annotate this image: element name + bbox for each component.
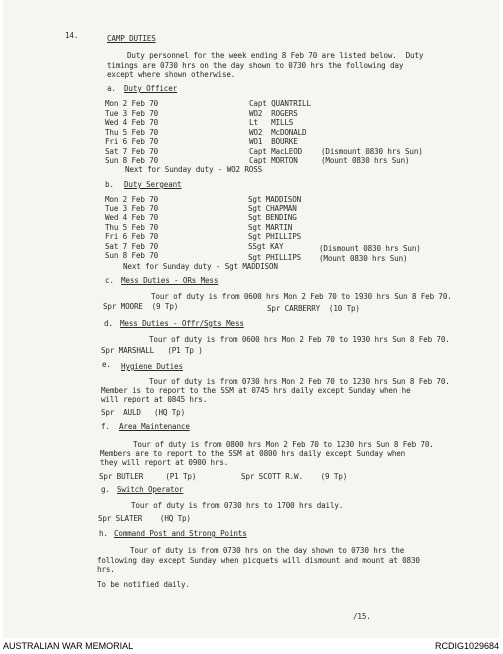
officer-day: Mon 2 Feb 70 [105,99,159,108]
section-a-letter: a. [107,84,116,93]
officer-person: WO2 McDONALD [249,128,307,137]
section-c-letter: c. [105,276,114,285]
mess-ors-tour: Tour of duty is from 0600 hrs Mon 2 Feb 70 to 1930 hrs Sun 8 Feb 70. [151,292,452,301]
section-d-letter: d. [104,319,113,328]
sergeant-person: Sgt CHAPMAN [248,204,297,213]
mess-ors-person: Spr CARBERRY (10 Tp) [267,304,360,313]
area-line-2: Members are to report to the SSM at 0800 hrs daily except Sunday when [100,449,406,458]
intro-line-1: Duty personnel for the week ending 8 Feb 70 are listed below. Duty [127,51,424,60]
sergeant-day: Fri 6 Feb 70 [105,232,159,241]
sergeant-note: (Dismount 0830 hrs Sun) [319,244,421,253]
command-line-2: following day except Sunday when picquets will dismount and mount at 0830 [97,556,420,565]
record-id: RCDIG1029684 [434,641,499,651]
hygiene-person: Spr AULD (HQ Tp) [101,408,186,417]
area-person: Spr BUTLER (P1 Tp) [99,472,197,481]
sergeant-day: Wed 4 Feb 70 [105,213,159,222]
sergeant-person: Sgt BENDING [248,213,297,222]
officer-next: Next for Sunday duty - WO2 ROSS [125,165,263,174]
officer-person: WO1 BOURKE [249,137,298,146]
officer-day: Sat 7 Feb 70 [105,147,159,156]
area-person: Spr SCOTT R.W. (9 Tp) [241,472,348,481]
section-f-letter: f. [101,422,110,431]
section-b-heading: Duty Sergeant [124,180,182,189]
sergeant-day: Thu 5 Feb 70 [105,223,159,232]
officer-person: Capt QUANTRILL [249,99,311,108]
command-line-1: Tour of duty is from 0730 hrs on the day shown to 0730 hrs the [130,546,405,555]
intro-line-2: timings are 0730 hrs on the day shown to 0730 hrs the following day [107,61,404,70]
officer-note: (Mount 0830 hrs Sun) [321,156,410,165]
sergeant-next: Next for Sunday duty - Sgt MADDISON [123,262,278,271]
officer-day: Sun 8 Feb 70 [105,156,159,165]
officer-day: Wed 4 Feb 70 [105,118,159,127]
sergeant-person: Sgt PHILLIPS [248,253,302,262]
intro-line-3: except where shown otherwise. [107,70,236,79]
officer-note: (Dismount 0830 hrs Sun) [321,147,423,156]
section-b-letter: b. [105,180,114,189]
archive-credit: AUSTRALIAN WAR MEMORIAL [3,641,134,651]
sergeant-day: Mon 2 Feb 70 [105,195,159,204]
notified-note: To be notified daily. [97,580,190,589]
sergeant-person: Sgt MADDISON [248,195,302,204]
sergeant-person: SSgt KAY [248,242,284,251]
area-line-1: Tour of duty is from 0800 hrs Mon 2 Feb 70 to 1230 hrs Sun 8 Feb 70. [133,440,434,449]
sergeant-note: (Mount 0830 hrs Sun) [319,254,408,263]
section-g-letter: g. [101,485,110,494]
officer-person: Capt MacLEOD [249,147,303,156]
sergeant-day: Sat 7 Feb 70 [105,242,159,251]
mess-offr-person: Spr MARSHALL (P1 Tp ) [101,346,203,355]
sergeant-person: Sgt PHILLIPS [248,232,302,241]
area-line-3: they will report at 0900 hrs. [100,458,229,467]
switch-tour: Tour of duty is from 0730 hrs to 1700 hrs daily. [131,501,344,510]
hygiene-line-3: will report at 0845 hrs. [101,395,208,404]
officer-day: Tue 3 Feb 70 [105,109,159,118]
sergeant-person: Sgt MARTIN [248,223,293,232]
officer-day: Thu 5 Feb 70 [105,128,159,137]
section-c-heading: Mess Duties - ORs Mess [121,276,219,285]
section-h-letter: h. [99,529,108,538]
mess-offr-tour: Tour of duty is from 0600 hrs Mon 2 Feb 70 to 1930 hrs Sun 8 Feb 70. [149,335,450,344]
hygiene-line-2: Member is to report to the SSM at 0745 hrs daily except Sunday when he [101,386,411,395]
officer-person: WO2 ROGERS [249,109,298,118]
officer-person: Lt MILLS [249,118,294,127]
section-e-heading: Hygiene Duties [121,362,183,371]
section-g-heading: Switch Operator [117,485,184,494]
section-e-letter: e. [102,360,111,369]
section-d-heading: Mess Duties - Offr/Sgts Mess [120,319,244,328]
mess-ors-person: Spr MOORE (9 Tp) [103,302,179,311]
hygiene-line-1: Tour of duty is from 0730 hrs Mon 2 Feb 70 to 1230 hrs Sun 8 Feb 70. [149,377,450,386]
command-line-3: hrs. [97,565,115,574]
section-a-heading: Duty Officer [124,84,178,93]
switch-person: Spr SLATER (HQ Tp) [98,514,191,523]
section-h-heading: Command Post and Strong Points [114,529,247,538]
document-page [3,0,499,638]
officer-person: Capt MORTON [249,156,298,165]
page-number: 14. [65,31,79,40]
next-page-number: /15. [353,612,371,621]
officer-day: Fri 6 Feb 70 [105,137,159,146]
sergeant-day: Tue 3 Feb 70 [105,204,159,213]
section-f-heading: Area Maintenance [119,422,190,431]
sergeant-day: Sun 8 Feb 70 [105,251,159,260]
page-title: CAMP DUTIES [107,34,156,43]
